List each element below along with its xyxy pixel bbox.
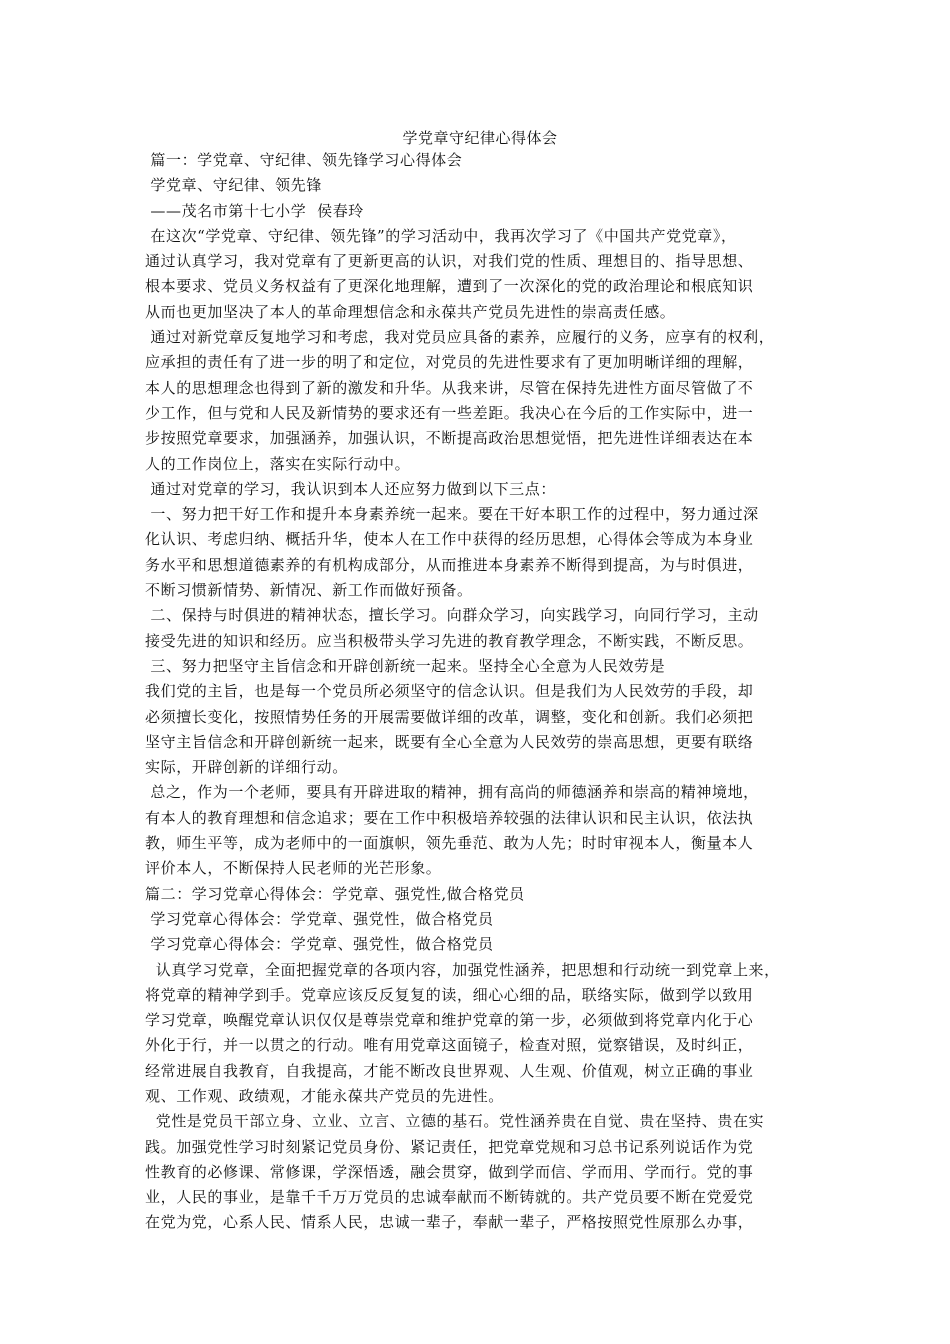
text-line: 根本要求、党员义务权益有了更深化地理解，遭到了一次深化的党的政治理论和根底知识 xyxy=(145,277,754,296)
text-line: 通过认真学习，我对党章有了更新更高的认识，对我们党的性质、理想目的、指导思想、 xyxy=(145,252,754,271)
text-line: 学习党章心得体会：学党章、强党性，做合格党员 xyxy=(145,935,494,954)
text-line: 人的工作岗位上，落实在实际行动中。 xyxy=(145,454,411,473)
text-line: 经常进展自我教育，自我提高，才能不断改良世界观、人生观、价值观，树立正确的事业 xyxy=(145,1061,754,1080)
text-line: 观、工作观、政绩观，才能永葆共产党员的先进性。 xyxy=(145,1086,504,1105)
text-line: 应承担的责任有了进一步的明了和定位，对党员的先进性要求有了更加明晰详细的理解， xyxy=(145,353,754,372)
text-line: 化认识、考虑归纳、概括升华，使本人在工作中获得的经历思想，心得体会等成为本身业 xyxy=(145,530,754,549)
text-line: 总之，作为一个老师，要具有开辟进取的精神，拥有高尚的师德涵养和崇高的精神境地， xyxy=(145,783,759,802)
text-line: 必须擅长变化，按照情势任务的开展需要做详细的改革，调整，变化和创新。我们必须把 xyxy=(145,707,754,726)
text-line: 党性是党员干部立身、立业、立言、立德的基石。党性涵养贵在自觉、贵在坚持、贵在实 xyxy=(145,1112,765,1131)
text-line: 步按照党章要求，加强涵养，加强认识，不断提高政治思想觉悟，把先进性详细表达在本 xyxy=(145,429,754,448)
text-line: 学党章、守纪律、领先锋 xyxy=(145,176,322,195)
document-body xyxy=(145,148,815,1236)
document-title: 学党章守纪律心得体会 xyxy=(402,129,558,147)
text-line: 有本人的教育理想和信念追求；要在工作中积极培养较强的法律认识和民主认识，依法执 xyxy=(145,808,754,827)
text-line: 践。加强党性学习时刻紧记党员身份、紧记责任，把党章党规和习总书记系列说话作为党 xyxy=(145,1137,754,1156)
text-line: 性教育的必修课、常修课，学深悟透，融会贯穿，做到学而信、学而用、学而行。党的事 xyxy=(145,1162,754,1181)
text-line: 接受先进的知识和经历。应当积极带头学习先进的教育教学理念，不断实践，不断反思。 xyxy=(145,631,754,650)
text-line: 学习党章，唤醒党章认识仅仅是尊崇党章和维护党章的第一步，必须做到将党章内化于心 xyxy=(145,1011,754,1030)
document-page xyxy=(145,128,815,1236)
text-line: 不断习惯新情势、新情况、新工作而做好预备。 xyxy=(145,581,473,600)
text-line: 教，师生平等，成为老师中的一面旗帜，领先垂范、敢为人先；时时审视本人，衡量本人 xyxy=(145,834,754,853)
text-line: 认真学习党章，全面把握党章的各项内容，加强党性涵养，把思想和行动统一到党章上来， xyxy=(145,960,780,979)
text-line: 篇一：学党章、守纪律、领先锋学习心得体会 xyxy=(145,151,463,169)
text-line: 二、保持与时俱进的精神状态，擅长学习。向群众学习，向实践学习，向同行学习，主动 xyxy=(145,606,759,625)
text-line: 从而也更加坚决了本人的革命理想信念和永葆共产党员先进性的崇高责任感。 xyxy=(145,302,676,321)
text-line: 我们党的主旨，也是每一个党员所必须坚守的信念认识。但是我们为人民效劳的手段，却 xyxy=(145,682,754,701)
text-line: 少工作，但与党和人民及新情势的要求还有一些差距。我决心在今后的工作实际中，进一 xyxy=(145,403,754,422)
text-line: ——茂名市第十七小学 侯春玲 xyxy=(145,201,364,220)
text-line: 本人的思想理念也得到了新的激发和升华。从我来讲，尽管在保持先进性方面尽管做了不 xyxy=(145,378,754,397)
text-line: 评价本人，不断保持人民老师的光芒形象。 xyxy=(145,859,442,878)
text-line: 业，人民的事业，是靠千千万万党员的忠诚奉献而不断铸就的。共产党员要不断在党爱党 xyxy=(145,1188,754,1207)
text-line: 将党章的精神学到手。党章应该反反复复的读，细心心细的品，联络实际，做到学以致用 xyxy=(145,985,754,1004)
text-line: 篇二：学习党章心得体会：学党章、强党性,做合格党员 xyxy=(145,884,525,903)
text-line: 外化于行，并一以贯之的行动。唯有用党章这面镜子，检查对照，觉察错误，及时纠正， xyxy=(145,1036,754,1055)
text-line: 务水平和思想道德素养的有机构成部分，从而推进本身素养不断得到提高，为与时俱进， xyxy=(145,555,754,574)
text-line: 一、努力把干好工作和提升本身素养统一起来。要在干好本职工作的过程中，努力通过深 xyxy=(145,505,759,524)
text-line: 学习党章心得体会：学党章、强党性，做合格党员 xyxy=(145,909,494,928)
text-line: 三、努力把坚守主旨信念和开辟创新统一起来。坚持全心全意为人民效劳是 xyxy=(145,656,666,675)
text-line: 在这次“学党章、守纪律、领先锋”的学习活动中，我再次学习了《中国共产党党章》， xyxy=(145,226,737,245)
text-line: 实际，开辟创新的详细行动。 xyxy=(145,758,348,777)
text-line: 通过对新党章反复地学习和考虑，我对党员应具备的素养，应履行的义务，应享有的权利， xyxy=(145,328,775,347)
text-line: 通过对党章的学习，我认识到本人还应努力做到以下三点： xyxy=(145,479,556,498)
text-line: 在党为党，心系人民、情系人民，忠诚一辈子，奉献一辈子，严格按照党性原那么办事， xyxy=(145,1213,754,1232)
text-line: 坚守主旨信念和开辟创新统一起来，既要有全心全意为人民效劳的崇高思想，更要有联络 xyxy=(145,732,754,751)
